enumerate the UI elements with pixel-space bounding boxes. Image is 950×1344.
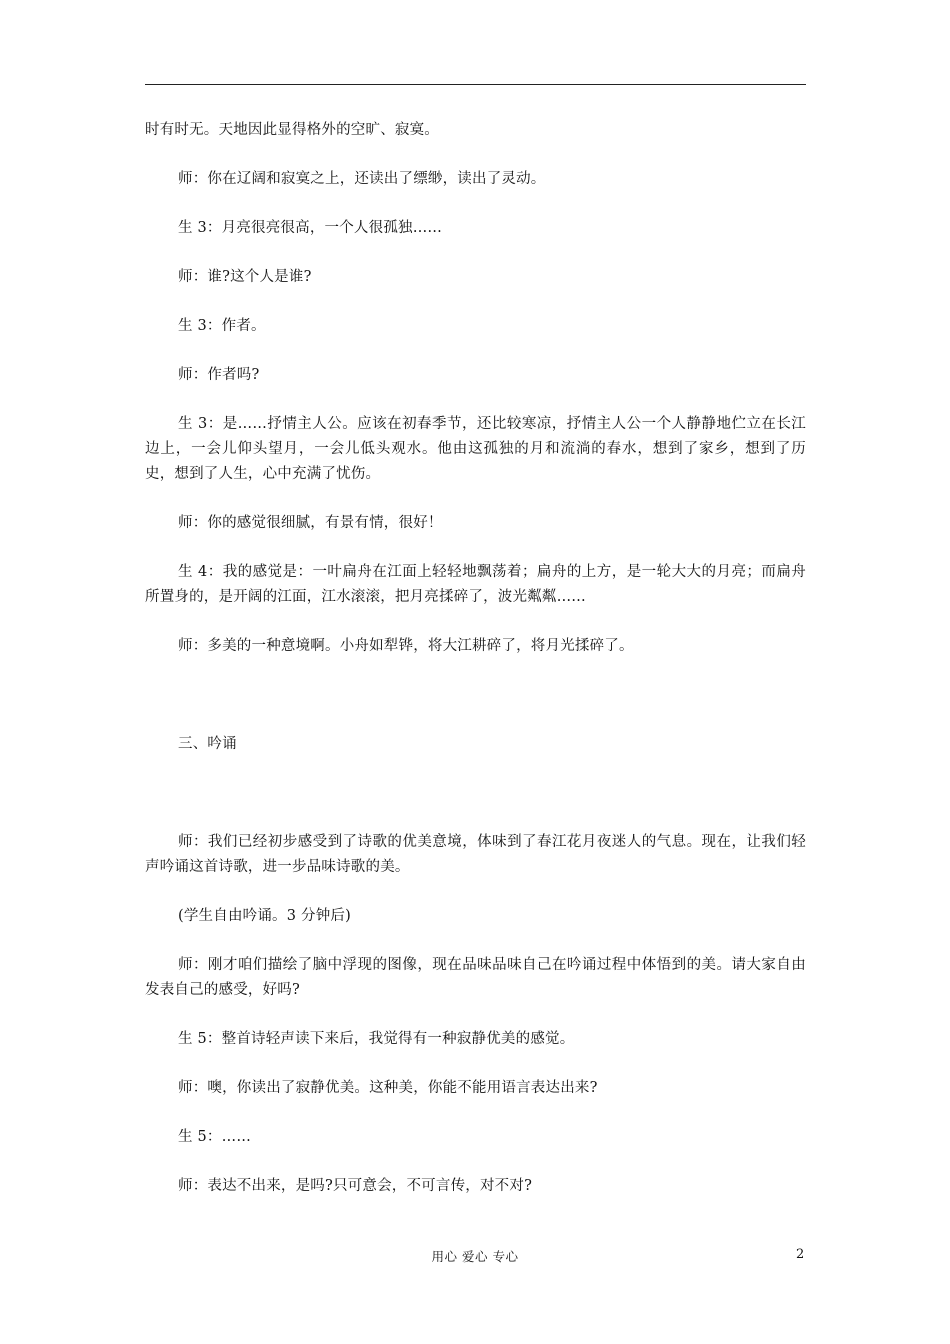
- paragraph-teacher: 师：谁?这个人是谁?: [178, 269, 312, 285]
- paragraph-student: 生 3：作者。: [178, 318, 266, 334]
- header-rule: [145, 84, 806, 85]
- paragraph-student: 生 3：月亮很亮很高，一个人很孤独……: [178, 220, 443, 236]
- section-heading: 三、吟诵: [178, 736, 237, 752]
- footer-text: 用心 爱心 专心: [431, 1249, 519, 1264]
- paragraph-teacher: 师：噢，你读出了寂静优美。这种美，你能不能用语言表达出来?: [178, 1080, 598, 1096]
- paragraph-student: 生 5：整首诗轻声读下来后，我觉得有一种寂静优美的感觉。: [178, 1031, 575, 1047]
- paragraph-teacher: 师：刚才咱们描绘了脑中浮现的图像，现在品味品味自己在吟诵过程中体悟到的美。请大家自由发表自己的感受，好吗?: [145, 957, 806, 998]
- page-number: 2: [796, 1247, 805, 1262]
- paragraph-student: 生 5：……: [178, 1129, 252, 1145]
- paragraph-stage-direction: (学生自由吟诵。3 分钟后): [178, 908, 351, 924]
- paragraph-teacher: 师：我们已经初步感受到了诗歌的优美意境，体味到了春江花月夜迷人的气息。现在，让我们轻声吟诵这首诗歌，进一步品味诗歌的美。: [145, 834, 806, 875]
- paragraph-teacher: 师：多美的一种意境啊。小舟如犁铧，将大江耕碎了，将月光揉碎了。: [178, 638, 634, 654]
- document-body: [145, 118, 806, 1199]
- paragraph-continuation: 时有时无。天地因此显得格外的空旷、寂寞。: [145, 122, 439, 138]
- paragraph-teacher: 师：表达不出来，是吗?只可意会，不可言传，对不对?: [178, 1178, 533, 1194]
- paragraph-student: 生 4：我的感觉是：一叶扁舟在江面上轻轻地飘荡着；扁舟的上方，是一轮大大的月亮；而扁舟所置身的，是开阔的江面，江水滚滚，把月亮揉碎了，波光粼粼……: [145, 564, 806, 605]
- paragraph-teacher: 师：你在辽阔和寂寞之上，还读出了缥缈，读出了灵动。: [178, 171, 546, 187]
- paragraph-teacher: 师：你的感觉很细腻，有景有情，很好！: [178, 515, 443, 531]
- paragraph-teacher: 师：作者吗?: [178, 367, 260, 383]
- paragraph-student: 生 3：是……抒情主人公。应该在初春季节，还比较寒凉，抒情主人公一个人静静地伫立在长江边上，一会儿仰头望月，一会儿低头观水。他由这孤独的月和流淌的春水，想到了家乡，想到了历史，想到了人生，心中充满了忧伤。: [145, 416, 806, 482]
